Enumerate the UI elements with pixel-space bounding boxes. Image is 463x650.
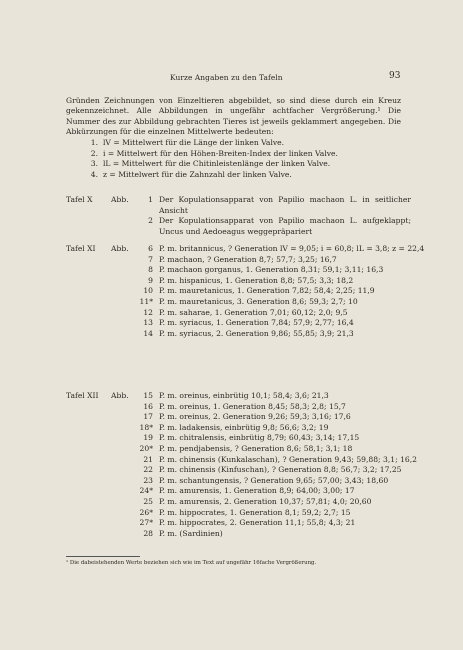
figure-number: 14 [143, 328, 153, 338]
abb-label: Abb. [111, 244, 129, 253]
running-title: Kurze Angaben zu den Tafeln [170, 73, 283, 82]
figure-number: 15 [143, 391, 153, 400]
plate-entry [66, 318, 411, 329]
figure-number: 27* [139, 518, 153, 528]
plate-entry [66, 433, 411, 444]
figure-description: P. machaon gorganus, 1. Generation 8,31; 59,1; 3,11; 16,3 [159, 265, 384, 275]
plate-entry [66, 195, 411, 216]
figure-description: P. m. mauretanicus, 1. Generation 7,82; 58,4; 2,25; 11,9 [159, 286, 375, 296]
figure-description: P. m. hispanicus, 1. Generation 8,8; 57,5; 3,3; 18,2 [159, 275, 354, 285]
abbreviation-number: 4. [90, 169, 98, 179]
plate-entry [66, 465, 411, 476]
figure-description: P. m. ladakensis, einbrütig 9,8; 56,6; 3,2; 19 [159, 422, 329, 432]
tafel-xi-section [66, 244, 425, 339]
figure-description: P. m. amurensis, 1. Generation 8,9; 64,00; 3,00; 17 [159, 486, 355, 496]
figure-number: 17 [143, 412, 153, 422]
page-header [0, 73, 463, 87]
figure-description: P. m. chinensis (Kunkalaschan), ? Generation 9,43; 59,88; 3,1; 16,2 [159, 454, 417, 464]
plate-entry [66, 255, 411, 266]
plate-entry [66, 329, 411, 340]
figure-number: 6 [148, 244, 153, 253]
figure-number: 9 [148, 275, 153, 285]
figure-number: 26* [139, 507, 153, 517]
tafel-x-section [66, 195, 411, 237]
figure-number: 19 [143, 433, 153, 443]
plate-entry [66, 529, 411, 540]
figure-number: 1 [148, 195, 153, 204]
intro-text [66, 96, 401, 138]
plate-entry [66, 454, 417, 466]
figure-number: 13 [143, 318, 153, 328]
figure-description: P. m. britannicus, ? Generation lV = 9,05; i = 60,8; lL = 3,8; z = 22,4 [159, 244, 425, 253]
plate-entry [66, 476, 411, 487]
figure-description: P. m. syriacus, 1. Generation 7,84; 57,9; 2,77; 16,4 [159, 318, 354, 328]
plate-entry [66, 308, 411, 319]
figure-number: 16 [143, 401, 153, 411]
plate-entry [66, 508, 411, 519]
figure-description: P. m. pendjabensis, ? Generation 8,6; 58,1; 3,1; 18 [159, 443, 353, 453]
figure-description: P. m. syriacus, 2. Generation 9,86; 55,85; 3,9; 21,3 [159, 328, 354, 338]
figure-description: P. machaon, ? Generation 8,7; 57,7; 3,25; 16,7 [159, 254, 337, 264]
figure-description: P. m. hippocrates, 2. Generation 11,1; 55,8; 4,3; 21 [159, 518, 356, 528]
figure-description: P. m. amurensis, 2. Generation 10,37; 57,81; 4,0; 20,60 [159, 496, 372, 506]
plate-entry [66, 265, 411, 276]
tafel-label: Tafel X [66, 195, 93, 204]
abb-label: Abb. [111, 391, 129, 400]
plate-entry [66, 276, 411, 287]
plate-entry [66, 412, 411, 423]
figure-number: 28 [143, 528, 153, 538]
abbreviation-item [86, 170, 406, 181]
plate-entry [66, 444, 411, 455]
figure-description: P. m. oreinus, einbrütig 10,1; 58,4; 3,6; 21,3 [159, 391, 329, 400]
abbreviation-text: lL = Mittelwert für die Chitinleistenlänge der linken Valve. [103, 159, 331, 169]
figure-description: P. m. chitralensis, einbrütig 8,79; 60,43; 3,14; 17,15 [159, 433, 360, 443]
page-number: 93 [389, 71, 401, 81]
abbreviation-list [86, 138, 406, 180]
figure-description: P. m. schantungensis, ? Generation 9,65; 57,00; 3,43; 18,60 [159, 475, 389, 485]
figure-description: P. m. oreinus, 1. Generation 8,45; 58,3; 2,8; 15,7 [159, 401, 346, 411]
figure-description: Der Kopulationsapparat von Papilio machaon L. aufgeklappt; Uncus und Aedoeagus weggepräpariert [159, 216, 411, 236]
plate-entry [66, 497, 411, 508]
plate-entry [66, 518, 411, 529]
figure-number: 10 [143, 286, 153, 296]
plate-entry [66, 486, 411, 497]
abbreviation-text: i = Mittelwert für den Höhen-Breiten-Index der linken Valve. [103, 148, 338, 158]
abbreviation-item [86, 138, 406, 149]
figure-number: 7 [148, 254, 153, 264]
abbreviation-text: z = Mittelwert für die Zahnzahl der linken Valve. [103, 169, 292, 179]
figure-description: P. m. hippocrates, 1. Generation 8,1; 59,2; 2,7; 15 [159, 507, 351, 517]
figure-number: 25 [143, 496, 153, 506]
figure-number: 18* [139, 422, 153, 432]
figure-number: 11* [139, 296, 153, 306]
figure-description: P. m. chinensis (Kinfuschan), ? Generation 8,8; 56,7; 3,2; 17,25 [159, 465, 402, 475]
figure-number: 20* [139, 443, 153, 453]
plate-entry [66, 244, 425, 255]
figure-description: P. m. oreinus, 2. Generation 9,26; 59,3; 3,16; 17,6 [159, 412, 351, 422]
figure-description: P. m. (Sardinien) [159, 528, 223, 538]
figure-description: P. m. saharae, 1. Generation 7,01; 60,12; 2,0; 9,5 [159, 307, 348, 317]
abbreviation-number: 1. [90, 138, 98, 147]
footnote: ¹ Die dabeistehenden Werte beziehen sich wie im Text auf ungefähr 16fache Vergrößerung. [66, 560, 317, 566]
abb-label: Abb. [111, 195, 129, 204]
plate-entry [66, 297, 411, 308]
abbreviation-number: 3. [90, 159, 98, 169]
figure-number: 2 [148, 216, 153, 226]
intro-paragraph: Gründen Zeichnungen von Einzeltieren abgebildet, so sind diese durch ein Kreuz gekennzeichnet. Alle Abbildungen in ungefähr achtfacher Vergrößerung.¹ Die Nummer des zur Abbildung gebrachten Tieres ist jeweils geklammert angegeben. Die Abkürzungen für die einzelnen Mittelwerte bedeuten: [66, 96, 401, 137]
abbreviation-item [86, 159, 406, 170]
plate-entry [66, 423, 411, 434]
plate-entry [66, 402, 411, 413]
plate-entry [66, 286, 411, 297]
abbreviation-text: lV = Mittelwert für die Länge der linken Valve. [103, 138, 285, 147]
tafel-xii-section [66, 391, 417, 539]
figure-description: Der Kopulationsapparat von Papilio machaon L. in seitlicher Ansicht [159, 195, 411, 215]
abbreviation-number: 2. [90, 148, 98, 158]
figure-number: 12 [143, 307, 153, 317]
figure-number: 21 [143, 454, 153, 464]
figure-number: 8 [148, 265, 153, 275]
footnote-divider [66, 556, 140, 557]
tafel-label: Tafel XII [66, 391, 99, 400]
plate-entry [66, 216, 411, 237]
figure-number: 24* [139, 486, 153, 496]
plate-entry [66, 391, 411, 402]
figure-description: P. m. mauretanicus, 3. Generation 8,6; 59,3; 2,7; 10 [159, 296, 358, 306]
figure-number: 22 [143, 465, 153, 475]
abbreviation-item [86, 149, 406, 160]
tafel-label: Tafel XI [66, 244, 96, 253]
figure-number: 23 [143, 475, 153, 485]
